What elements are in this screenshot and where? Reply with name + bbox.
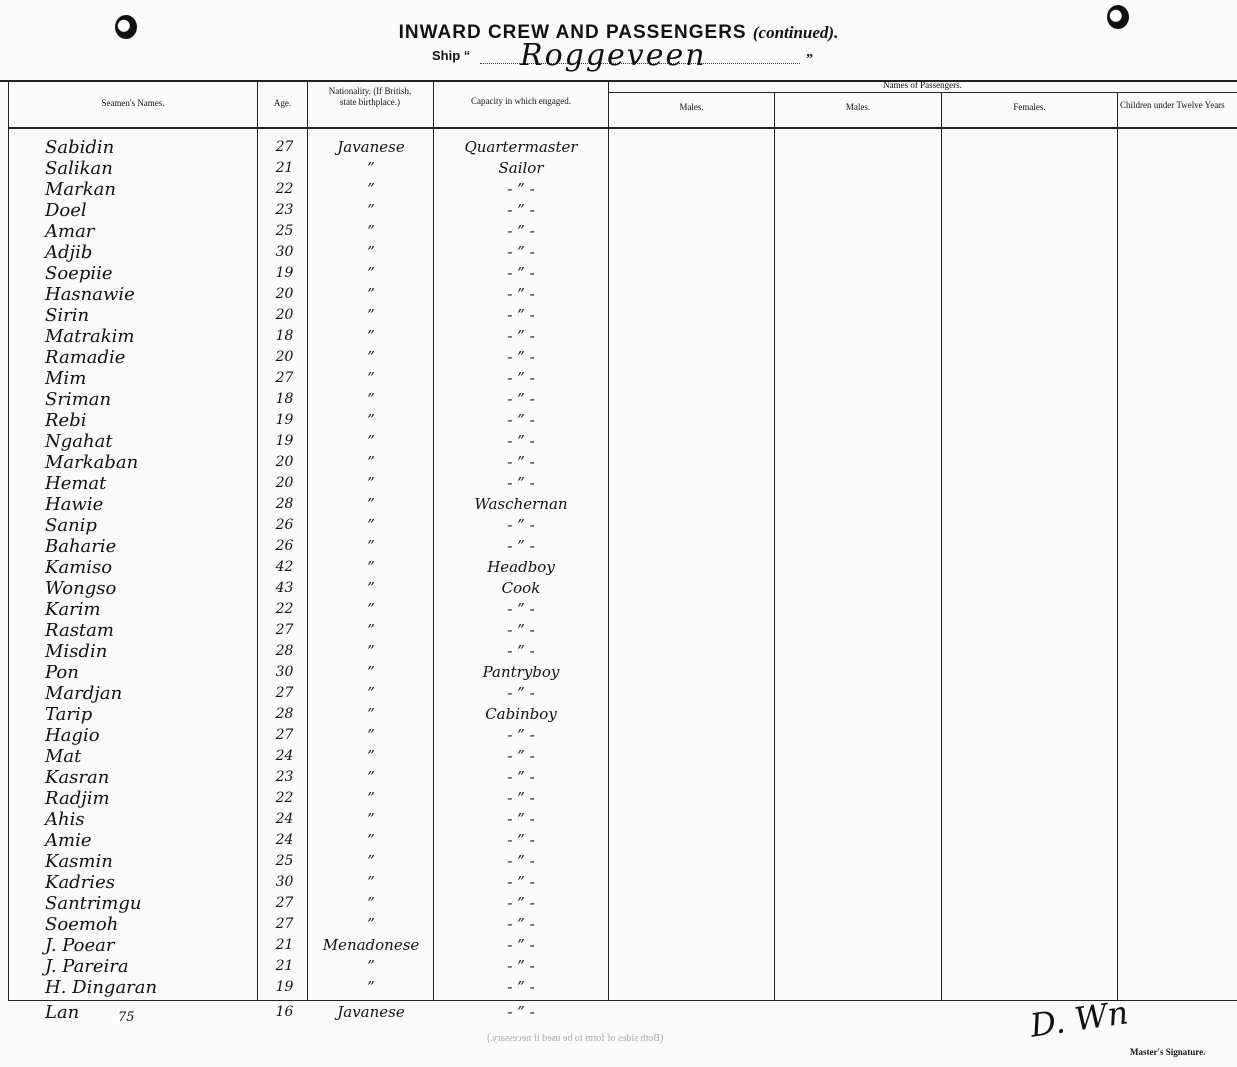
crew-row (0, 221, 1237, 242)
reversed-bleedthrough-note: (Both sides of form to be used if necessary.) (487, 1033, 664, 1044)
crew-row (0, 977, 1237, 998)
seaman-age: 26 (275, 517, 294, 533)
seaman-age: 19 (275, 412, 294, 428)
crew-row (0, 284, 1237, 305)
seaman-age: 28 (275, 706, 294, 722)
seaman-name: Mat (45, 746, 82, 767)
seaman-name: Radjim (45, 788, 110, 809)
seaman-age: 30 (275, 664, 294, 680)
crew-row (0, 767, 1237, 788)
seaman-nationality: ” (367, 243, 375, 261)
seaman-nationality: ” (367, 831, 375, 849)
seaman-age: 27 (275, 727, 294, 743)
table-bottom-rule (8, 1000, 1237, 1001)
crew-row (0, 137, 1237, 158)
crew-row (0, 410, 1237, 431)
seaman-nationality: ” (367, 873, 375, 891)
seaman-capacity: Headboy (487, 558, 555, 576)
seaman-capacity: - ” - (507, 1003, 535, 1021)
seaman-capacity: - ” - (507, 978, 535, 996)
seaman-name: Ramadie (45, 347, 126, 368)
seaman-capacity: - ” - (507, 369, 535, 387)
seaman-capacity: Cook (501, 579, 541, 597)
seaman-nationality: ” (367, 369, 375, 387)
header-males-1: Males. (679, 102, 704, 112)
crew-row (0, 452, 1237, 473)
seaman-capacity: - ” - (507, 768, 535, 786)
seaman-nationality: ” (367, 474, 375, 492)
passenger-subheader-rule (608, 92, 1237, 93)
seaman-capacity: - ” - (507, 516, 535, 534)
seaman-name: Ahis (45, 809, 85, 830)
seaman-name: Amie (45, 830, 92, 851)
crew-row (0, 683, 1237, 704)
seaman-name: Adjib (45, 242, 93, 263)
seaman-age: 19 (275, 265, 294, 281)
seaman-name: Matrakim (45, 326, 135, 347)
seaman-name: Amar (45, 221, 95, 242)
seaman-name: Karim (45, 599, 101, 620)
seaman-name: Lan (45, 1002, 80, 1023)
seaman-name: Sirin (45, 305, 90, 326)
seaman-age: 24 (275, 832, 294, 848)
seaman-name: J. Pareira (45, 956, 129, 977)
seaman-name: Soemoh (45, 914, 119, 935)
crew-row (0, 662, 1237, 683)
seaman-age: 20 (275, 454, 294, 470)
seaman-age: 16 (275, 1004, 294, 1020)
seaman-capacity: - ” - (507, 348, 535, 366)
seaman-nationality: ” (367, 579, 375, 597)
seaman-age: 27 (275, 139, 294, 155)
seaman-nationality: ” (367, 495, 375, 513)
seaman-age: 23 (275, 769, 294, 785)
seaman-capacity: Quartermaster (464, 138, 578, 156)
seaman-nationality: ” (367, 516, 375, 534)
seaman-age: 27 (275, 370, 294, 386)
seaman-capacity: - ” - (507, 915, 535, 933)
seaman-nationality: ” (367, 810, 375, 828)
seaman-capacity: - ” - (507, 621, 535, 639)
seaman-age: 21 (275, 160, 294, 176)
seaman-name: Hagio (45, 725, 100, 746)
seaman-capacity: - ” - (507, 222, 535, 240)
seaman-name: Sabidin (45, 137, 115, 158)
seaman-name: Kasmin (45, 851, 113, 872)
crew-row (0, 809, 1237, 830)
crew-row (0, 893, 1237, 914)
crew-row (0, 389, 1237, 410)
header-passengers: Names of Passengers. (883, 80, 962, 90)
seaman-name: Rastam (45, 620, 114, 641)
seaman-age: 28 (275, 496, 294, 512)
seaman-nationality: ” (367, 852, 375, 870)
crew-row (0, 788, 1237, 809)
seaman-capacity: - ” - (507, 684, 535, 702)
tally-count: 75 (118, 1010, 135, 1025)
crew-row (0, 347, 1237, 368)
seaman-nationality: ” (367, 537, 375, 555)
seaman-nationality: Menadonese (322, 936, 420, 954)
seaman-nationality: ” (367, 453, 375, 471)
seaman-nationality: ” (367, 432, 375, 450)
crew-row (0, 914, 1237, 935)
header-seamen-names: Seamen's Names. (101, 98, 165, 108)
seaman-name: Ngahat (45, 431, 113, 452)
seaman-nationality: ” (367, 201, 375, 219)
seaman-nationality: ” (367, 957, 375, 975)
crew-row (0, 620, 1237, 641)
seaman-nationality: ” (367, 264, 375, 282)
header-children: Children under Twelve Years (1120, 100, 1225, 110)
seaman-age: 42 (275, 559, 294, 575)
seaman-age: 28 (275, 643, 294, 659)
seaman-age: 25 (275, 853, 294, 869)
seaman-age: 30 (275, 244, 294, 260)
seaman-age: 22 (275, 790, 294, 806)
master-signature: D. Wn (1027, 993, 1131, 1045)
seaman-nationality: ” (367, 978, 375, 996)
seaman-name: Mardjan (45, 683, 123, 704)
crew-row (0, 179, 1237, 200)
seaman-nationality: ” (367, 348, 375, 366)
seaman-nationality: ” (367, 600, 375, 618)
header-age: Age. (273, 98, 292, 108)
seaman-age: 27 (275, 895, 294, 911)
seaman-capacity: - ” - (507, 180, 535, 198)
seaman-age: 19 (275, 433, 294, 449)
seaman-name: Salikan (45, 158, 113, 179)
seaman-nationality: ” (367, 390, 375, 408)
crew-row (0, 368, 1237, 389)
ship-close-quote: ” (806, 52, 813, 67)
crew-row (0, 494, 1237, 515)
seaman-age: 27 (275, 622, 294, 638)
seaman-nationality: ” (367, 663, 375, 681)
seaman-name: Soepiie (45, 263, 113, 284)
seaman-capacity: - ” - (507, 894, 535, 912)
seaman-capacity: Waschernan (474, 495, 568, 513)
crew-row (0, 515, 1237, 536)
ship-label: Ship “ (432, 48, 471, 63)
seaman-age: 25 (275, 223, 294, 239)
seaman-capacity: - ” - (507, 264, 535, 282)
seaman-capacity: - ” - (507, 852, 535, 870)
ship-name: Roggeveen (520, 38, 707, 73)
seaman-capacity: - ” - (507, 831, 535, 849)
crew-row (0, 305, 1237, 326)
seaman-nationality: ” (367, 894, 375, 912)
seaman-nationality: ” (367, 621, 375, 639)
title-suffix: (continued). (752, 23, 839, 42)
seaman-capacity: - ” - (507, 201, 535, 219)
seaman-nationality: ” (367, 684, 375, 702)
header-females: Females. (1013, 102, 1046, 112)
seaman-capacity: - ” - (507, 789, 535, 807)
seaman-capacity: - ” - (507, 243, 535, 261)
seaman-name: Kamiso (45, 557, 113, 578)
seaman-capacity: - ” - (507, 600, 535, 618)
seaman-age: 22 (275, 601, 294, 617)
seaman-age: 22 (275, 181, 294, 197)
seaman-name: Santrimgu (45, 893, 142, 914)
seaman-nationality: ” (367, 285, 375, 303)
seaman-age: 20 (275, 475, 294, 491)
seaman-capacity: - ” - (507, 306, 535, 324)
crew-row (0, 935, 1237, 956)
title-main: INWARD CREW AND PASSENGERS (398, 22, 747, 43)
seaman-nationality: ” (367, 222, 375, 240)
seaman-capacity: - ” - (507, 327, 535, 345)
seaman-age: 23 (275, 202, 294, 218)
seaman-age: 26 (275, 538, 294, 554)
seaman-nationality: ” (367, 747, 375, 765)
seaman-name: Markan (45, 179, 116, 200)
crew-row (0, 704, 1237, 725)
crew-row (0, 872, 1237, 893)
seaman-name: Sanip (45, 515, 97, 536)
crew-row (0, 473, 1237, 494)
seaman-age: 24 (275, 748, 294, 764)
header-bottom-rule (8, 127, 1237, 129)
seaman-age: 27 (275, 685, 294, 701)
seaman-name: Tarip (45, 704, 93, 725)
seaman-name: Baharie (45, 536, 117, 557)
seaman-name: J. Poear (45, 935, 115, 956)
seaman-capacity: - ” - (507, 411, 535, 429)
seaman-nationality: ” (367, 327, 375, 345)
seaman-age: 20 (275, 349, 294, 365)
seaman-nationality: ” (367, 411, 375, 429)
seaman-name: Pon (45, 662, 79, 683)
seaman-capacity: - ” - (507, 537, 535, 555)
crew-row (0, 578, 1237, 599)
seaman-capacity: Cabinboy (485, 705, 557, 723)
seaman-age: 27 (275, 916, 294, 932)
seaman-nationality: ” (367, 768, 375, 786)
seaman-capacity: - ” - (507, 936, 535, 954)
seaman-capacity: - ” - (507, 285, 535, 303)
seaman-name: Misdin (45, 641, 108, 662)
crew-row (0, 557, 1237, 578)
seaman-capacity: - ” - (507, 747, 535, 765)
seaman-age: 24 (275, 811, 294, 827)
crew-row (0, 200, 1237, 221)
seaman-nationality: ” (367, 705, 375, 723)
seaman-name: Wongso (45, 578, 117, 599)
seaman-name: Mim (45, 368, 87, 389)
seaman-capacity: - ” - (507, 642, 535, 660)
seaman-name: Hasnawie (45, 284, 135, 305)
seaman-nationality: ” (367, 915, 375, 933)
seaman-name: Doel (45, 200, 87, 221)
seaman-capacity: - ” - (507, 474, 535, 492)
seaman-nationality: ” (367, 180, 375, 198)
crew-row (0, 725, 1237, 746)
seaman-name: Hemat (45, 473, 107, 494)
crew-row (0, 242, 1237, 263)
seaman-capacity: - ” - (507, 432, 535, 450)
seaman-name: H. Dingaran (45, 977, 158, 998)
seaman-nationality: ” (367, 726, 375, 744)
seaman-nationality: ” (367, 159, 375, 177)
seaman-age: 18 (275, 391, 294, 407)
seaman-name: Hawie (45, 494, 104, 515)
crew-row (0, 431, 1237, 452)
crew-row (0, 956, 1237, 977)
header-males-2: Males. (845, 102, 871, 112)
seaman-age: 30 (275, 874, 294, 890)
header-nationality: Nationality. (If British, state birthplace.) (328, 86, 412, 107)
seaman-capacity: - ” - (507, 873, 535, 891)
seaman-name: Kasran (45, 767, 110, 788)
crew-row (0, 263, 1237, 284)
seaman-capacity: - ” - (507, 957, 535, 975)
seaman-nationality: ” (367, 789, 375, 807)
seaman-age: 18 (275, 328, 294, 344)
seaman-age: 20 (275, 307, 294, 323)
crew-row (0, 746, 1237, 767)
crew-row (0, 326, 1237, 347)
seaman-name: Markaban (45, 452, 139, 473)
seaman-name: Rebi (45, 410, 87, 431)
master-signature-label: Master's Signature. (1130, 1047, 1206, 1057)
header-capacity: Capacity in which engaged. (471, 96, 571, 106)
seaman-age: 19 (275, 979, 294, 995)
seaman-capacity: Pantryboy (482, 663, 560, 681)
crew-row (0, 851, 1237, 872)
seaman-capacity: - ” - (507, 390, 535, 408)
seaman-name: Kadries (45, 872, 115, 893)
crew-row (0, 830, 1237, 851)
seaman-age: 21 (275, 937, 294, 953)
crew-row (0, 536, 1237, 557)
seaman-capacity: Sailor (498, 159, 544, 177)
crew-row (0, 641, 1237, 662)
seaman-capacity: - ” - (507, 810, 535, 828)
seaman-age: 21 (275, 958, 294, 974)
seaman-nationality: ” (367, 642, 375, 660)
seaman-nationality: ” (367, 558, 375, 576)
seaman-capacity: - ” - (507, 453, 535, 471)
seaman-nationality: Javanese (337, 1003, 405, 1021)
seaman-nationality: Javanese (337, 138, 405, 156)
seaman-name: Sriman (45, 389, 112, 410)
crew-row (0, 158, 1237, 179)
seaman-age: 20 (275, 286, 294, 302)
seaman-capacity: - ” - (507, 726, 535, 744)
seaman-nationality: ” (367, 306, 375, 324)
seaman-age: 43 (275, 580, 294, 596)
crew-row (0, 599, 1237, 620)
